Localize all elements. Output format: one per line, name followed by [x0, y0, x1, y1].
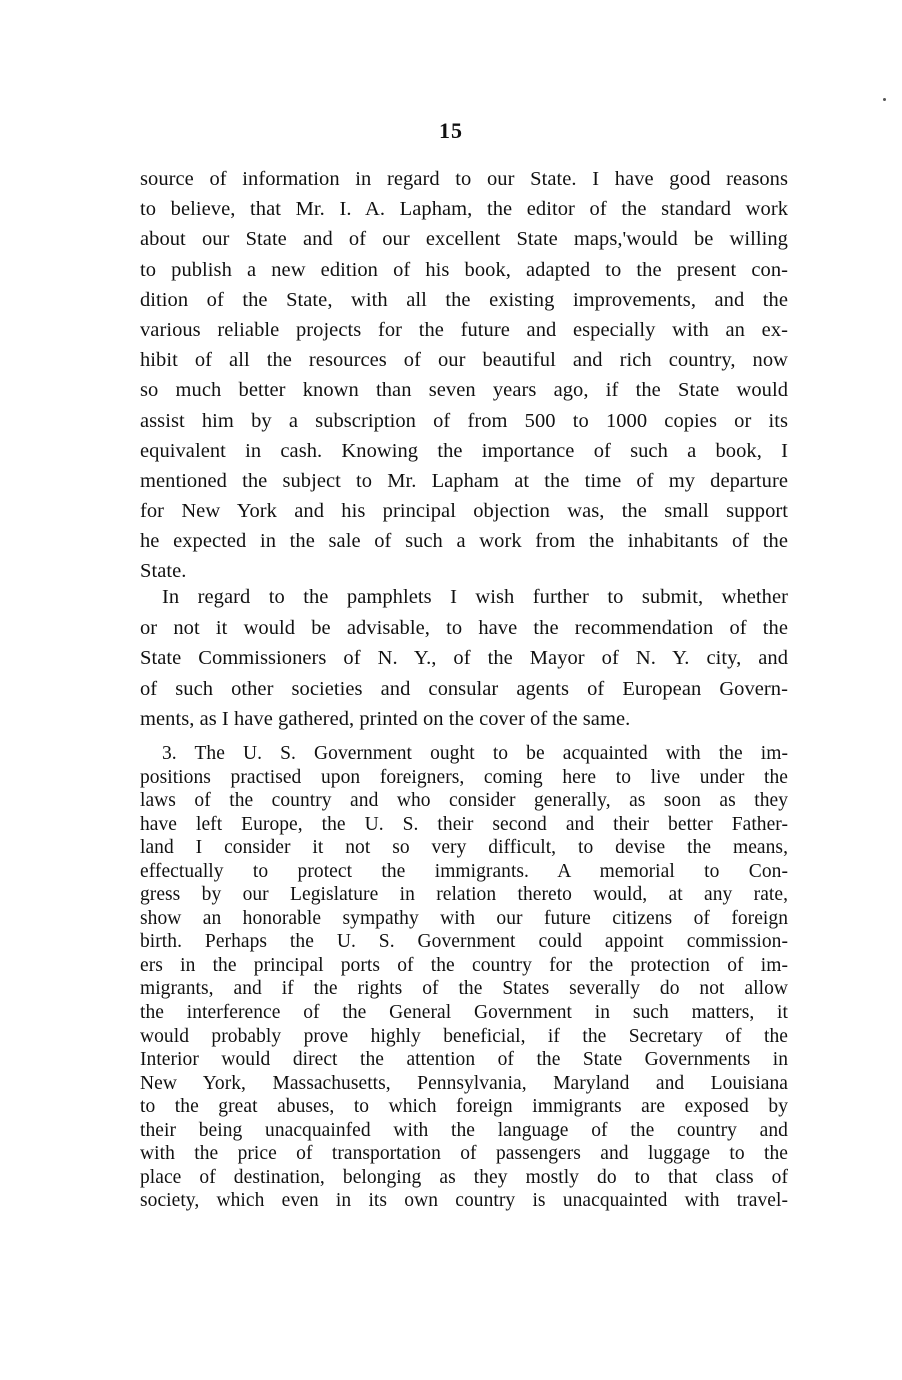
text-line: mentioned the subject to Mr. Lapham at the time of my departure [140, 469, 788, 492]
paragraph-pamphlets [140, 582, 788, 735]
text-line: place of destination, belonging as they mostly do to that class of [140, 1166, 788, 1188]
text-line: land I consider it not so very difficult, to devise the means, [140, 837, 788, 859]
text-line: effectually to protect the immigrants. A memorial to Con- [140, 860, 788, 882]
text-line: about our State and of our excellent State maps,'would be willing [140, 228, 788, 251]
text-line: ments, as I have gathered, printed on the cover of the same. [140, 708, 631, 730]
text-line: show an honorable sympathy with our future citizens of foreign [140, 907, 788, 929]
text-line: dition of the State, with all the existing improvements, and the [140, 288, 788, 311]
text-line: have left Europe, the U. S. their second and their better Father- [140, 813, 788, 835]
text-line: equivalent in cash. Knowing the importance of such a book, I [140, 439, 788, 462]
text-line: ers in the principal ports of the country for the protection of im- [140, 954, 788, 976]
text-line: laws of the country and who consider generally, as soon as they [140, 790, 788, 812]
text-line: to the great abuses, to which foreign immigrants are exposed by [140, 1096, 788, 1118]
text-line: State Commissioners of N. Y., of the Mayor of N. Y. city, and [140, 647, 788, 669]
text-line: would probably prove highly beneficial, if the Secretary of the [140, 1025, 788, 1047]
text-line: assist him by a subscription of from 500 to 1000 copies or its [140, 409, 788, 432]
text-line: State. [140, 560, 187, 583]
text-line: positions practised upon foreigners, coming here to live under the [140, 766, 788, 788]
text-line: he expected in the sale of such a work from the inhabitants of the [140, 530, 788, 553]
paragraph-us-government [140, 742, 788, 1213]
text-line: so much better known than seven years ago, if the State would [140, 379, 788, 402]
text-line: birth. Perhaps the U. S. Government could appoint commission- [140, 931, 788, 953]
text-line: of such other societies and consular agents of European Govern- [140, 677, 788, 700]
text-line: hibit of all the resources of our beautiful and rich country, now [140, 349, 788, 372]
scan-speck [883, 98, 886, 101]
text-line: New York, Massachusetts, Pennsylvania, Maryland and Louisiana [140, 1072, 788, 1094]
text-line: gress by our Legislature in relation thereto would, at any rate, [140, 884, 788, 906]
text-line: source of information in regard to our State. I have good reasons [140, 168, 788, 190]
paragraph-lapham-book [140, 164, 788, 587]
text-line: to publish a new edition of his book, adapted to the present con- [140, 258, 788, 281]
text-line: to believe, that Mr. I. A. Lapham, the editor of the standard work [140, 198, 788, 221]
text-line: society, which even in its own country is unacquainted with travel- [140, 1190, 788, 1212]
text-line: with the price of transportation of passengers and luggage to the [140, 1143, 788, 1165]
text-line: Interior would direct the attention of the State Governments in [140, 1049, 788, 1071]
text-line: migrants, and if the rights of the States severally do not allow [140, 978, 788, 1000]
page-number: 15 [439, 118, 463, 143]
text-line: the interference of the General Government in such matters, it [140, 1002, 788, 1024]
text-line: their being unacquainfed with the language of the country and [140, 1119, 788, 1141]
text-line: for New York and his principal objection was, the small support [140, 500, 788, 523]
text-line: various reliable projects for the future and especially with an ex- [140, 318, 788, 341]
text-line: 3. The U. S. Government ought to be acquainted with the im- [162, 743, 788, 764]
text-line: or not it would be advisable, to have the recommendation of the [140, 616, 788, 639]
text-line: In regard to the pamphlets I wish further to submit, whether [162, 586, 788, 608]
